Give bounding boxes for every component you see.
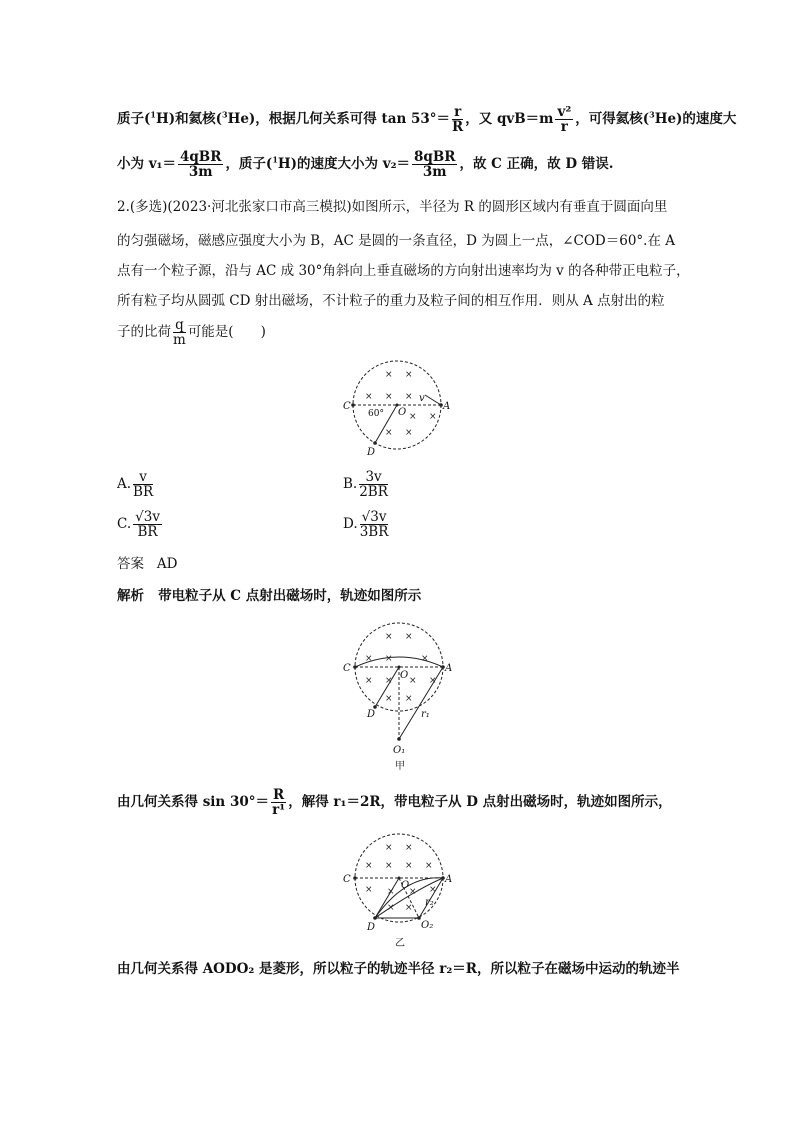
fraction-r-over-R: $\frac{r}{R}$ (452, 104, 464, 135)
question-line-2: 的匀强磁场，磁感应强度大小为 B，AC 是圆的一条直径，D 为圆上一点，∠COD＝60°.在 A (117, 233, 675, 249)
label-O2: O₂ (421, 920, 434, 931)
cross-mark: × (385, 428, 393, 438)
svg-text:×: × (405, 694, 413, 704)
svg-text:×: × (429, 676, 437, 686)
label-D: D (367, 922, 376, 933)
answer-label: 答案 (117, 556, 144, 572)
fraction-v2-over-r: $\frac{\text{v²}}{r}$ (557, 104, 572, 135)
label-C: C (343, 663, 351, 674)
svg-text:×: × (405, 632, 413, 642)
svg-text:×: × (365, 676, 373, 686)
svg-text:×: × (365, 885, 373, 895)
label-v: v (419, 393, 425, 404)
svg-text:×: × (429, 885, 437, 895)
label-A: A (443, 401, 451, 412)
fraction-q-over-m: $\frac{q}{m}$ (173, 317, 186, 348)
question-line-3: 点有一个粒子源，沿与 AC 成 30°角斜向上垂直磁场的方向射出速率均为 v 的各种带正电粒子， (117, 263, 690, 279)
question-line-4: 所有粒子均从圆弧 CD 射出磁场，不计粒子的重力及粒子间的相互作用．则从 A 点射出的粒 (117, 293, 665, 309)
svg-text:×: × (409, 676, 417, 686)
label-angle: 60° (368, 409, 384, 419)
figure-3-diagram (335, 830, 465, 950)
cross-mark: × (365, 392, 373, 402)
svg-text:×: × (421, 654, 429, 664)
option-A[interactable]: A. $\frac{v}{BR}$ (117, 469, 154, 500)
label-r1: r₁ (421, 709, 430, 720)
cross-mark: × (429, 412, 437, 422)
solution-line-1: 质子($^1$H)和氦核($^3$He)，根据几何关系可得 tan 53°＝ $\frac{r}{R}$ ，又 qvB＝m $\frac{\text{v²}}{r}$ ，可得氦核($^3$He)的速度大 (117, 104, 737, 135)
cross-mark: × (405, 392, 413, 402)
caption-yi: 乙 (395, 938, 405, 949)
svg-text:×: × (425, 861, 433, 871)
svg-text:×: × (365, 654, 373, 664)
cross-mark: × (405, 428, 413, 438)
fraction-R-over-r1: $\frac{R}{\text{r¹}}$ (272, 787, 286, 818)
svg-text:×: × (405, 861, 413, 871)
answer-value: AD (156, 556, 178, 572)
fraction-v2: $\frac{\text{8qBR}}{3m}$ (414, 149, 456, 180)
label-A: A (445, 663, 453, 674)
analysis-line-1: 解析 带电粒子从 C 点射出磁场时，轨迹如图所示 (117, 588, 422, 604)
question-line-1: 2.(多选)(2023·河北张家口市高三模拟)如图所示，半径为 R 的圆形区域内有垂直于圆面向里 (117, 199, 668, 215)
option-D[interactable]: D. $\frac{√3v}{3BR}$ (343, 509, 389, 540)
cross-mark: × (385, 392, 393, 402)
option-B[interactable]: B. $\frac{3v}{2BR}$ (343, 469, 388, 500)
svg-text:×: × (385, 694, 393, 704)
analysis-line-3: 由几何关系得 AODO₂ 是菱形，所以粒子的轨迹半径 r₂＝R，所以粒子在磁场中运动的轨迹半 (117, 961, 680, 977)
label-O: O (400, 670, 409, 681)
label-O1: O₁ (393, 745, 406, 756)
svg-text:×: × (405, 903, 413, 913)
cross-mark: × (409, 412, 417, 422)
label-C: C (343, 401, 351, 412)
svg-text:×: × (385, 843, 393, 853)
solution-line-2: 小为 v₁＝ $\frac{\text{4qBR}}{3m}$ ，质子($^1$H)的速度大小为 v₂＝ $\frac{\text{8qBR}}{3m}$ ，故 C 正确，故 D 错误. (117, 149, 614, 180)
label-O: O (398, 407, 407, 418)
question-line-5: 子的比荷 $\frac{q}{m}$ 可能是( ) (117, 317, 266, 348)
svg-text:×: × (365, 861, 373, 871)
fraction-v1: $\frac{\text{4qBR}}{3m}$ (179, 149, 222, 180)
analysis-line-2: 由几何关系得 sin 30°＝ $\frac{R}{\text{r¹}}$ ，解得 r₁＝2R，带电粒子从 D 点射出磁场时，轨迹如图所示， (117, 787, 672, 818)
svg-text:×: × (387, 887, 395, 897)
svg-text:×: × (385, 654, 393, 664)
label-r2: r₂ (425, 897, 434, 908)
svg-text:×: × (387, 903, 395, 913)
answer-line (117, 555, 177, 573)
analysis-label: 解析 (117, 588, 144, 604)
svg-text:×: × (385, 632, 393, 642)
cross-mark: × (405, 370, 413, 380)
figure-1-diagram (335, 355, 465, 465)
label-D: D (367, 709, 376, 720)
svg-text:×: × (385, 676, 393, 686)
caption-jia: 甲 (395, 761, 405, 772)
label-O: O (401, 880, 410, 891)
svg-text:×: × (385, 861, 393, 871)
label-A: A (445, 874, 453, 885)
label-D: D (367, 447, 376, 458)
label-C: C (343, 874, 351, 885)
svg-text:×: × (405, 843, 413, 853)
svg-text:×: × (409, 887, 417, 897)
figure-2-diagram (335, 617, 465, 772)
option-C[interactable]: C. $\frac{√3v}{BR}$ (117, 509, 160, 540)
cross-mark: × (385, 370, 393, 380)
